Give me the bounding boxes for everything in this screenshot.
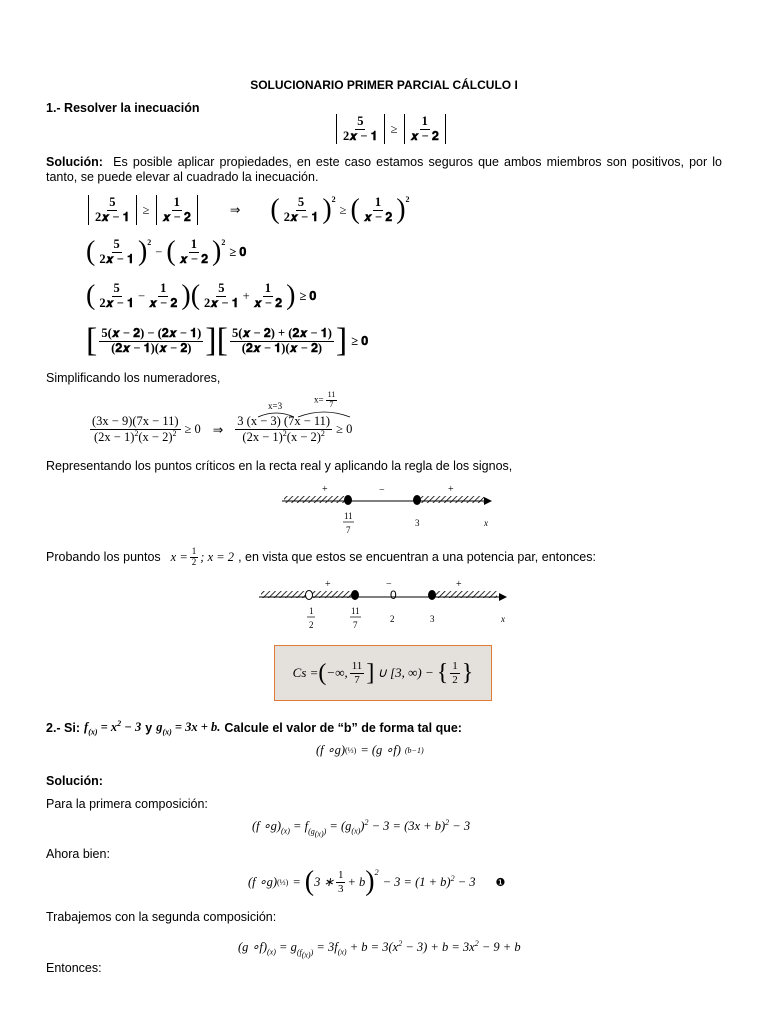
second-composition-text: Trabajemos con la segunda composición: <box>46 910 277 924</box>
step-1-equation: $\frac{5}{\text{2𝒙 − 𝟏}}$ ≥ $\frac{1}{\text{𝒙 − 𝟐}}$ ⇒ ( $\frac{5}{\text{2𝒙 − 𝟏}}$ ) $^2$ ≥ ( $\frac{1}{\text{𝒙 − 𝟐}}$ ) $^2$ <box>86 195 410 225</box>
svg-text:7: 7 <box>353 620 358 630</box>
label-3: 3 <box>415 518 420 528</box>
solution-paragraph <box>46 155 722 185</box>
step-5-equation: $\frac{(3x - 9)(7x - 11)}{(2x - 1)^2(x - 2)^2}$ ≥ 0 ⇒ $\frac{3 (x - 3) (7x - 11)}{(2x - 1)^2(x - 2)^2}$ ≥ 0 x=3 x= $\frac{11}{7}$ <box>92 390 353 444</box>
step-2-equation: ( $\frac{5}{\text{2𝒙 − 𝟏}}$ ) $^2$ − ( $\frac{1}{\text{𝒙 − 𝟐}}$ ) $^2$ ≥ 𝟎 <box>86 236 247 268</box>
problem-1-heading: 1.- Resolver la inecuación <box>46 101 200 115</box>
testing-post: , en vista que estos se encuentran a una potencia par, entonces: <box>238 550 596 565</box>
represent-text: Representando los puntos críticos en la recta real y aplicando la regla de los signos, <box>46 459 513 473</box>
label2-3: 3 <box>430 614 435 624</box>
svg-text:11: 11 <box>344 511 353 521</box>
sign-plus-2: + <box>448 484 454 495</box>
testing-pre: Probando los puntos <box>46 550 161 565</box>
sign2-minus: − <box>386 579 392 590</box>
problem-2-solution-label: Solución: <box>46 774 103 788</box>
problem-2-heading-post: Calcule el valor de “b” de forma tal que: <box>224 720 462 735</box>
sign-plus-1: + <box>322 484 328 495</box>
first-composition-equation: (f $\circ g)_{(x)} = f_{(g_{(x)})} = (g_{(x)})^2 - 3 = (3x + b)^2 - 3$ <box>252 818 471 839</box>
page-title: SOLUCIONARIO PRIMER PARCIAL CÁLCULO I <box>250 78 518 92</box>
problem-2-condition: (f ∘g) (⅓) = (g ∘f) (b−1) <box>316 743 424 757</box>
number-line-1 <box>278 482 508 542</box>
label2-2: 2 <box>390 614 395 624</box>
then-text: Entonces: <box>46 961 102 975</box>
step-4-equation: [ $\frac{\text{5(𝒙 − 𝟐) − (𝟐𝒙 − 𝟏)}}{\text{(𝟐𝒙 − 𝟏)(𝒙 − 𝟐)}}$ ] [ $\frac{\text{5(𝒙 − 𝟐) + (𝟐𝒙 − 𝟏)}}{\text{(𝟐𝒙 − 𝟏)(𝒙 − 𝟐)}}$ ] ≥ 𝟎 <box>86 322 369 359</box>
main-inequality: $\frac{5}{\text{2𝒙 − 𝟏}}$ ≥ $\frac{1}{\text{𝒙 − 𝟐}}$ <box>334 114 448 144</box>
svg-text:11: 11 <box>351 606 360 616</box>
svg-text:2: 2 <box>309 620 314 630</box>
solution-label: Solución: <box>46 155 103 169</box>
simplify-text: Simplificando los numeradores, <box>46 371 221 385</box>
first-composition-text: Para la primera composición: <box>46 797 208 811</box>
solution-text: Es posible aplicar propiedades, en este caso estamos seguros que ambos miembros son positivos, por lo tanto, se puede elevar al cuadrado la inecuación. <box>46 155 722 184</box>
circled-one-marker: ❶ <box>495 876 506 889</box>
number-line-2 <box>255 577 515 637</box>
problem-2-heading: 2.- Si: $f_{(x)} = x^2 - 3$ y $g_{(x)} = 3x + b$. Calcule el valor de “b” de forma tal que: <box>46 719 462 737</box>
solution-set-box: Cs = ( −∞, $\frac{11}{7}$ ] ∪ [3, ∞) − { $\frac{1}{2}$ } <box>274 645 492 701</box>
problem-2-heading-pre: 2.- Si: <box>46 720 81 735</box>
label2-x: x <box>501 614 505 624</box>
testing-points-text: Probando los puntos x = $\frac{1}{2}$ ; x = 2 , en vista que estos se encuentran a una potencia par, entonces: <box>46 546 596 567</box>
sign-minus: − <box>379 485 385 496</box>
now-text: Ahora bien: <box>46 847 110 861</box>
svg-text:1: 1 <box>309 606 314 616</box>
sign2-plus-2: + <box>456 579 462 590</box>
first-composition-evaluated: (f ∘g) (⅓) = ( 3 ∗ $\frac{1}{3}$ + b ) $^2$ − $3 = (1 + b)^2 - 3$ ❶ <box>248 866 506 897</box>
sign2-plus-1: + <box>325 579 331 590</box>
hole-marker: 0 <box>390 588 397 602</box>
label-x: x <box>484 518 488 528</box>
second-composition-equation: (g $\circ f)_{(x)} = g_{(f_{(x)})} = 3f_{(x)} + b = 3(x^2 - 3) + b = 3x^2 - 9 + b$ <box>238 939 521 960</box>
step-3-equation: ( $\frac{5}{\text{2𝒙 − 𝟏}}$ − $\frac{1}{\text{𝒙 − 𝟐}}$ ) ( $\frac{5}{\text{2𝒙 − 𝟏}}$ + $\frac{1}{\text{𝒙 − 𝟐}}$ ) ≥ 𝟎 <box>86 280 317 312</box>
svg-text:7: 7 <box>346 525 351 535</box>
